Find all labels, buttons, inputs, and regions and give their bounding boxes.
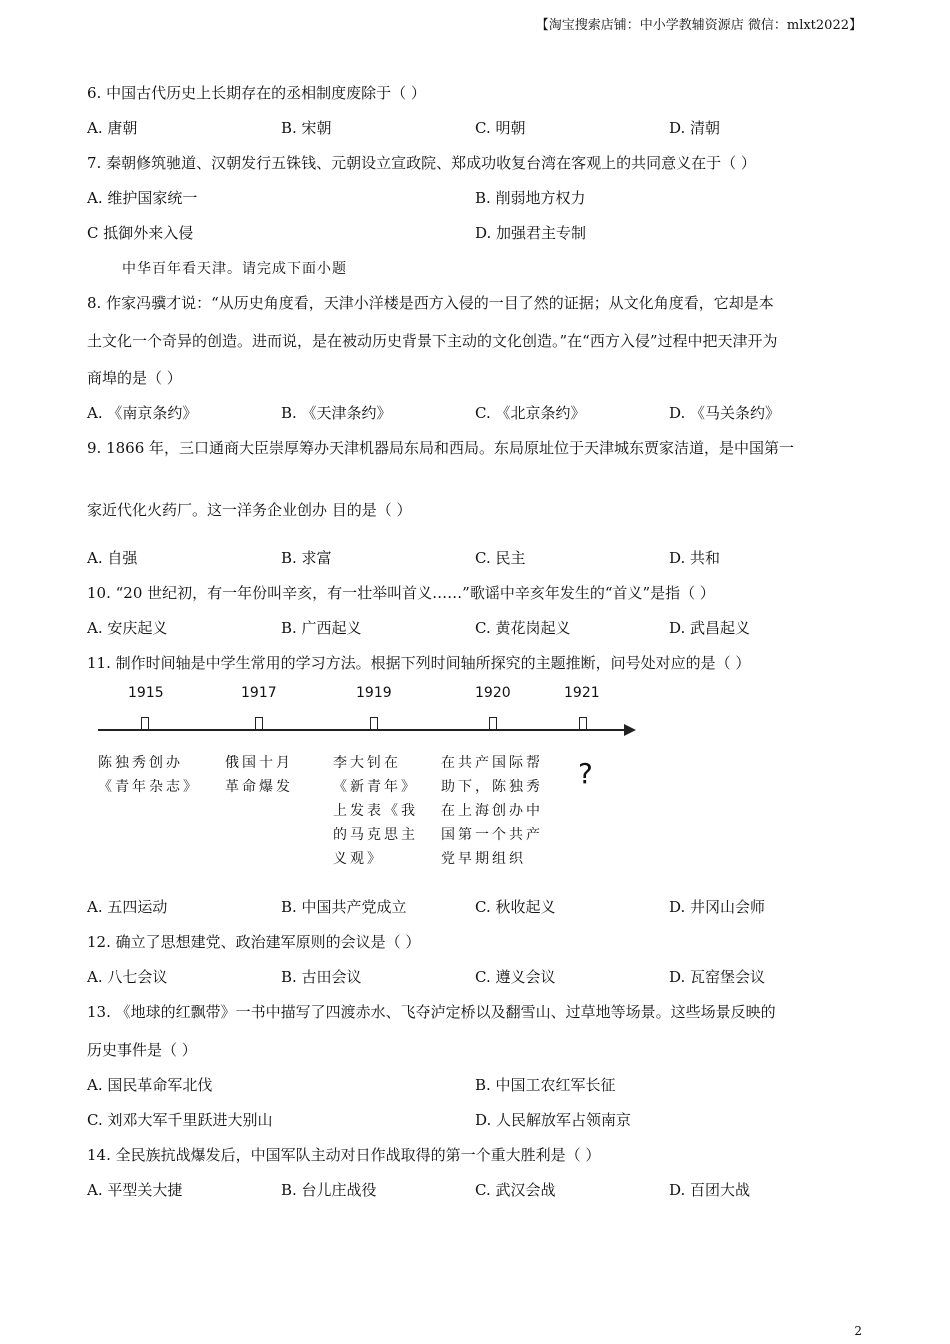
timeline-year: 1919 [356,685,392,701]
timeline-year: 1920 [475,685,511,701]
q6-option-a: A. 唐朝 [87,119,138,137]
q14-option-c: C. 武汉会战 [475,1181,556,1199]
q14-stem: 14. 全民族抗战爆发后，中国军队主动对日作战取得的第一个重大胜利是（ ） [87,1146,601,1164]
q9-stem-line2: 家近代化火药厂。这一洋务企业创办 目的是（ ） [87,501,412,519]
q12-stem: 12. 确立了思想建党、政治建军原则的会议是（ ） [87,933,421,951]
timeline-event: 陈独秀创办《青年杂志》 [98,755,200,795]
timeline-year: 1921 [564,685,600,701]
q8-stem-line1: 8. 作家冯骥才说：“从历史角度看，天津小洋楼是西方入侵的一目了然的证据；从文化角度看，它却是本 [87,294,774,312]
q11-stem: 11. 制作时间轴是中学生常用的学习方法。根据下列时间轴所探究的主题推断，问号处对应的是（ ） [87,654,751,672]
timeline-arrow-icon [624,724,636,736]
q9-option-c: C. 民主 [475,549,526,567]
q6-option-c: C. 明朝 [475,119,526,137]
timeline-year: 1915 [128,685,164,701]
q9-stem-line1: 9. 1866 年，三口通商大臣崇厚筹办天津机器局东局和西局。东局原址位于天津城东贾家洁道，是中国第一 [87,439,795,457]
section-subtitle: 中华百年看天津。请完成下面小题 [122,261,347,277]
timeline-event: 在共产国际帮助下，陈独秀在上海创办中国第一个共产党早期组织 [441,755,543,867]
timeline-event: 李大钊在《新青年》上发表《我的马克思主义观》 [333,755,418,867]
q11-option-d: D. 井冈山会师 [669,898,766,916]
q14-option-b: B. 台儿庄战役 [281,1181,377,1199]
timeline-question-mark: ? [578,757,593,790]
q10-option-a: A. 安庆起义 [87,619,168,637]
q7-option-a: A. 维护国家统一 [87,189,198,207]
q14-option-a: A. 平型关大捷 [87,1181,183,1199]
q13-option-a: A. 国民革命军北伐 [87,1076,213,1094]
q13-option-b: B. 中国工农红军长征 [475,1076,616,1094]
q14-option-d: D. 百团大战 [669,1181,751,1199]
q13-option-c: C. 刘邓大军千里跃进大别山 [87,1111,273,1129]
q11-option-c: C. 秋收起义 [475,898,556,916]
q12-option-b: B. 古田会议 [281,968,362,986]
timeline-year: 1917 [241,685,277,701]
q9-option-b: B. 求富 [281,549,332,567]
q9-option-d: D. 共和 [669,549,721,567]
q8-option-a: A. 《南京条约》 [87,404,198,422]
q10-option-d: D. 武昌起义 [669,619,751,637]
q8-option-d: D. 《马关条约》 [669,404,781,422]
q12-option-a: A. 八七会议 [87,968,168,986]
q6-option-b: B. 宋朝 [281,119,332,137]
timeline-event: 俄国十月革命爆发 [225,755,293,795]
q8-stem-line3: 商埠的是（ ） [87,369,182,387]
q12-option-d: D. 瓦窑堡会议 [669,968,766,986]
q11-option-b: B. 中国共产党成立 [281,898,407,916]
q9-option-a: A. 自强 [87,549,138,567]
q13-stem-line2: 历史事件是（ ） [87,1041,197,1059]
q10-option-c: C. 黄花岗起义 [475,619,571,637]
q8-option-c: C. 《北京条约》 [475,404,586,422]
q13-stem-line1: 13. 《地球的红飘带》一书中描写了四渡赤水、飞夺泸定桥以及翻雪山、过草地等场景。这些场景反映的 [87,1003,776,1021]
q7-option-b: B. 削弱地方权力 [475,189,586,207]
timeline-axis [98,729,628,731]
q11-timeline [94,685,654,875]
q12-option-c: C. 遵义会议 [475,968,556,986]
q6-option-d: D. 清朝 [669,119,721,137]
q13-option-d: D. 人民解放军占领南京 [475,1111,632,1129]
q8-option-b: B. 《天津条约》 [281,404,392,422]
q10-stem: 10. “20 世纪初，有一年份叫辛亥，有一壮举叫首义……”歌谣中辛亥年发生的“首义”是指（ ） [87,584,715,602]
q7-option-c: C 抵御外来入侵 [87,224,194,242]
page-header: 【淘宝搜索店铺：中小学教辅资源店 微信：mlxt2022】 [535,18,862,33]
q8-stem-line2: 土文化一个奇异的创造。进而说，是在被动历史背景下主动的文化创造。”在“西方入侵”过程中把天津开为 [87,332,778,350]
q7-stem: 7. 秦朝修筑驰道、汉朝发行五铢钱、元朝设立宣政院、郑成功收复台湾在客观上的共同意义在于（ ） [87,154,756,172]
q7-option-d: D. 加强君主专制 [475,224,587,242]
page-number: 2 [854,1324,862,1338]
q6-stem: 6. 中国古代历史上长期存在的丞相制度废除于（ ） [87,84,426,102]
q11-option-a: A. 五四运动 [87,898,168,916]
q10-option-b: B. 广西起义 [281,619,362,637]
